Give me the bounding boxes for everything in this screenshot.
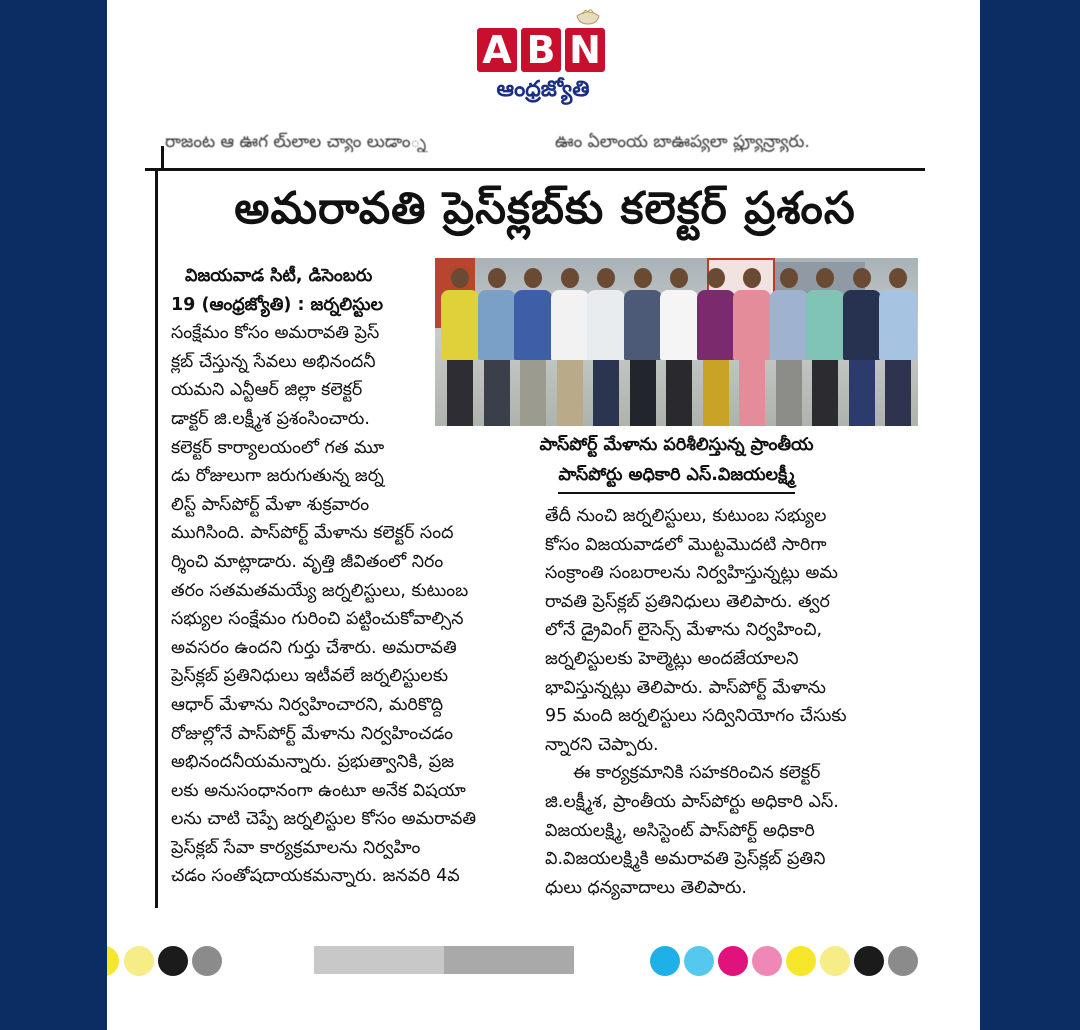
person-head [634,268,652,288]
person-head [597,268,615,288]
person-shirt [806,290,844,360]
photo-person [660,268,698,426]
person-head [889,268,907,288]
person-shirt [478,290,516,360]
article-line: సంక్రాంతి సంబరాలను నిర్వహిస్తున్నట్లు అమ [545,563,838,584]
article-line: ఆధార్‌ మేళాను నిర్వహించారని, మరికొద్ది [171,694,444,715]
registration-dot [650,946,680,976]
article-line: రోజుల్లోనే పాస్‌పోర్ట్‌ మేళాను నిర్వహించడం [171,723,454,744]
article-line: జర్నలిస్టులకు హెల్మెట్లు అందజేయాలని [545,648,799,669]
person-head [488,268,506,288]
article-line: ఈ కార్యక్రమానికి సహకరించిన కలెక్టర్‌ [573,763,821,784]
newspaper-clipping [135,120,935,920]
photo-person [733,268,771,426]
article-line: కోసం విజయవాడలో మొట్టమొదటి సారిగా [545,534,827,555]
logo-letter-b: B [521,28,561,72]
person-legs [739,360,765,426]
person-legs [593,360,619,426]
article-line: కలెక్టర్‌ కార్యాలయంలో గత మూ [171,437,385,458]
photo-person [587,268,625,426]
article-line: 95 మంది జర్నలిస్టులు సద్వినియోగం చేసుకు [545,706,847,727]
logo-subtitle: ఆంధ్రజ్యోతి [496,77,590,102]
person-head [561,268,579,288]
photo-person [843,268,881,426]
person-head [524,268,542,288]
registration-dot [718,946,748,976]
photo-person [806,268,844,426]
article-line: వి.విజయలక్ష్మికి అమరావతి ప్రెస్‌క్లబ్‌ ప్రతిని [545,849,826,870]
registration-dot [786,946,816,976]
person-head [853,268,871,288]
registration-grey-bar [314,946,444,974]
logo-letter-a: A [477,28,517,72]
person-shirt [879,290,917,360]
person-legs [776,360,802,426]
person-legs [703,360,729,426]
article-line: యమని ఎన్టీఆర్‌ జిల్లా కలెక్టర్‌ [171,380,363,401]
person-shirt [587,290,625,360]
article-line: తేదీ నుంచి జర్నలిస్టులు, కుటుంబ సభ్యుల [545,506,827,526]
article-line: లిస్ట్‌ పాస్‌పోర్ట్‌ మేళా శుక్రవారం [171,494,370,515]
article-line: డాక్టర్‌ జి.లక్ష్మీశ ప్రశంసించారు. [171,408,370,429]
article-line: అభినందనీయమన్నారు. ప్రభుత్వానికి, ప్రజ [171,752,454,773]
article-line: ముగిసింది. పాస్‌పోర్ట్‌ మేళాను కలెక్టర్‌ సంద [171,523,454,544]
registration-dot [888,946,918,976]
cutoff-text-left: రాజంట ఆ ఊగ లు్లాల చ్యాం లుడాం్న [165,132,427,152]
person-shirt [843,290,881,360]
tea-cup-icon [575,6,601,26]
article-line: డు రోజులుగా జరుగుతున్న జర్న [171,466,384,487]
caption-line-2: పాస్‌పోర్టు అధికారి ఎస్‌.విజయలక్ష్మీ [558,460,794,494]
article-line: చడం సంతోషదాయకమన్నారు. జనవరి 4వ [171,866,460,887]
person-legs [812,360,838,426]
person-legs [520,360,546,426]
person-shirt [697,290,735,360]
article-line: ర్శించి మాట్లాడారు. వృత్తి జీవితంలో నిరం [171,551,444,572]
photo-person [624,268,662,426]
person-legs [447,360,473,426]
person-legs [484,360,510,426]
photo-person [478,268,516,426]
registration-grey-bar [444,946,574,974]
article-line: లను చాటి చెప్పే జర్నలిస్టుల కోసం అమరావతి [171,809,477,830]
photo-caption [435,430,918,494]
article-line: సభ్యుల సంక్షేమం గురించి పట్టించుకోవాల్సిన [171,609,464,630]
registration-dot [107,946,119,976]
person-head [451,268,469,288]
photo-person [514,268,552,426]
article-line: భావిస్తున్నట్లు తెలిపారు. పాస్‌పోర్ట్‌ మేళాను [545,677,826,698]
person-head [743,268,761,288]
article-line: క్లబ్‌ చేస్తున్న సేవలు అభినందనీ [171,351,376,372]
person-head [780,268,798,288]
article-line: 19 (ఆంధ్రజ్యోతి) : జర్నలిస్టుల [171,294,384,315]
person-legs [885,360,911,426]
person-head [816,268,834,288]
article-line: ధులు ధన్యవాదాలు తెలిపారు. [545,877,747,898]
newspaper-page [107,0,980,1030]
person-legs [666,360,692,426]
person-shirt [551,290,589,360]
person-shirt [624,290,662,360]
person-head [670,268,688,288]
article-line: లోనే డ్రైవింగ్‌ లైసెన్స్‌ మేళాను నిర్వహించి, [545,620,823,641]
article-line: న్నారని చెప్పారు. [545,734,659,755]
cutoff-text-right: ఊం ఏలాంయ బాఊప్యలా ప్ల్యూన్ర్యారు. [555,132,810,152]
person-head [707,268,725,288]
registration-dot [124,946,154,976]
person-legs [630,360,656,426]
photo-person [551,268,589,426]
article-line: జి.లక్ష్మీశ, ప్రాంతీయ పాస్‌పోర్టు అధికారి ఎస్‌. [545,791,839,812]
person-shirt [660,290,698,360]
person-shirt [770,290,808,360]
press-photo [435,258,918,426]
article-line: తరం సతమతమయ్యే జర్నలిస్టులు, కుటుంబ [171,580,469,601]
registration-dot [158,946,188,976]
logo-letter-n: N [565,28,605,72]
article-line: రావతి ప్రెస్‌క్లబ్‌ ప్రతినిధులు తెలిపారు. త్వర [545,591,830,612]
person-legs [849,360,875,426]
article-right-column [545,502,935,902]
article-line: ప్రెస్‌క్లబ్‌ ప్రతినిధులు ఇటీవలే జర్నలిస్టులకు [171,666,449,687]
registration-dot [854,946,884,976]
registration-dot [684,946,714,976]
article-line: లకు అనుసంధానంగా ఉంటూ అనేక విషయా [171,780,466,801]
abn-andhrajyothy-logo [477,6,617,110]
person-shirt [441,290,479,360]
article-line: సంక్షేమం కోసం అమరావతి ప్రెస్‌ [171,323,380,344]
article-line: విజయవాడ సిటీ, డిసెంబరు [185,266,373,286]
person-legs [557,360,583,426]
article-line: విజయలక్ష్మి, అసిస్టెంట్‌ పాస్‌పోర్ట్‌ అధికారి [545,820,815,841]
person-shirt [733,290,771,360]
photo-person [879,268,917,426]
article-line: ప్రెస్‌క్లబ్‌ సేవా కార్యక్రమాలను నిర్వహిం [171,837,421,858]
photo-person [770,268,808,426]
registration-dot [820,946,850,976]
column-rule [155,168,158,908]
registration-dot [192,946,222,976]
photo-person [441,268,479,426]
person-shirt [514,290,552,360]
photo-person [697,268,735,426]
article-line: అవసరం ఉందని గుర్తు చేశారు. అమరావతి [171,637,457,658]
caption-line-1: పాస్‌పోర్ట్‌ మేళాను పరిశీలిస్తున్న ప్రాంతీయ [539,435,814,455]
article-headline: అమరావతి ప్రెస్‌క్లబ్‌కు కలెక్టర్‌ ప్రశంస [234,183,856,234]
color-registration-strip [107,940,980,984]
registration-dot [752,946,782,976]
headline-rule [155,168,925,171]
